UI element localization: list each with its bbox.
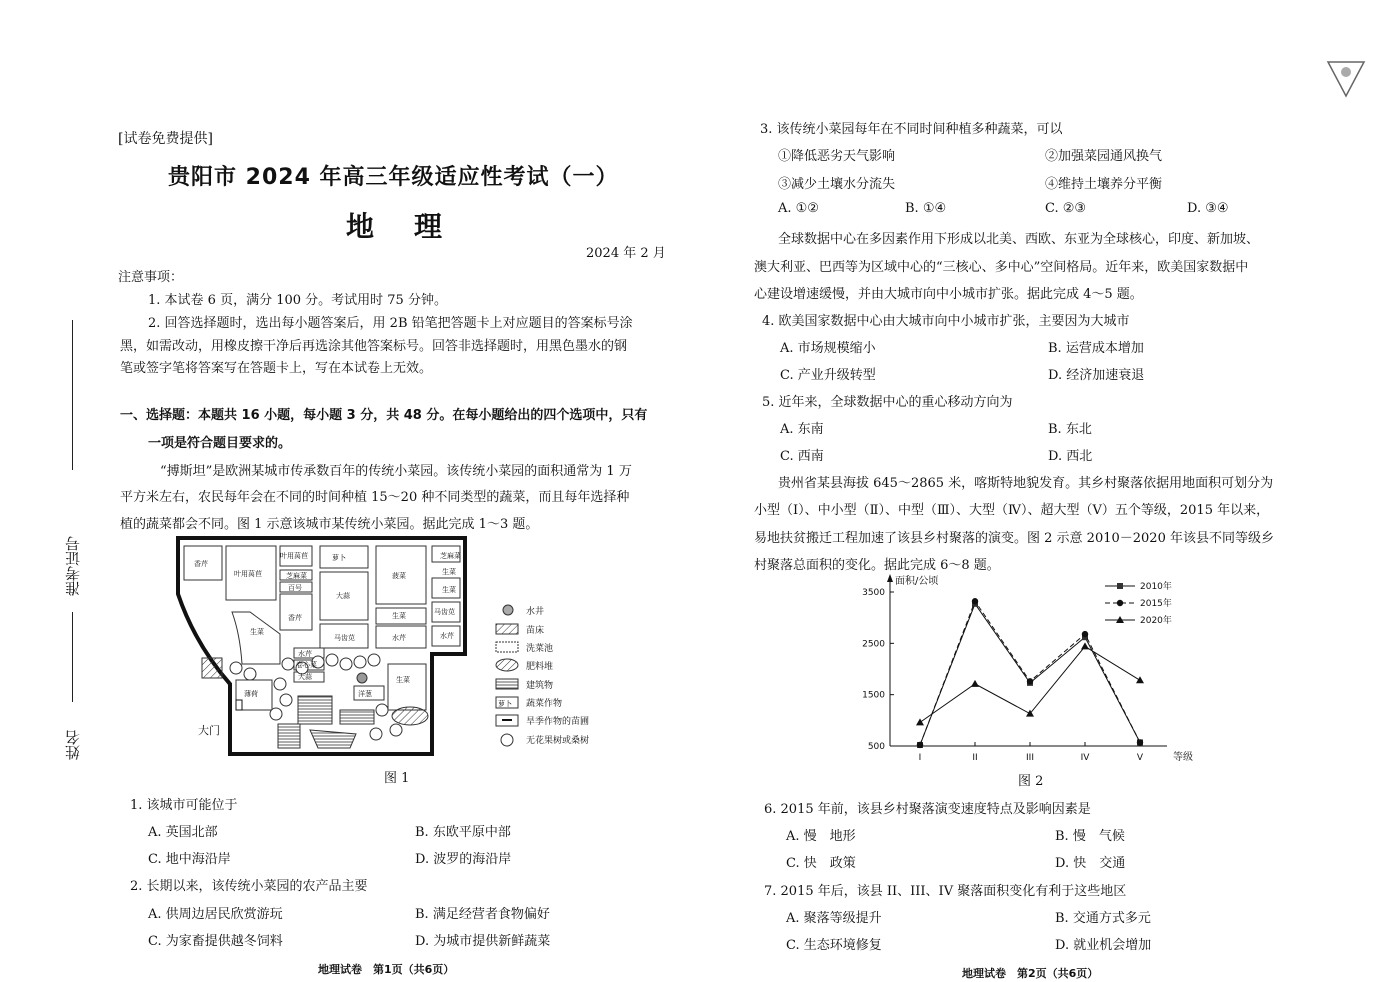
data-point-2020年 <box>1136 676 1144 683</box>
svg-text:薄荷: 薄荷 <box>244 690 258 698</box>
q3-option-c[interactable]: C. ②③ <box>1045 201 1087 216</box>
q1-option-d[interactable]: D. 波罗的海沿岸 <box>415 852 512 867</box>
passage2-line1: 全球数据中心在多因素作用下形成以北美、西欧、东亚为全球核心，印度、新加坡、 <box>778 232 1260 247</box>
x-tick-label: III <box>1026 753 1034 763</box>
side-name-label: 姓名 <box>64 730 82 760</box>
svg-text:大蒜: 大蒜 <box>336 592 350 600</box>
passage3-line2: 小型（Ⅰ）、中小型（Ⅱ）、中型（Ⅲ）、大型（Ⅳ）、超大型（Ⅴ）五个等级，2015 年以来， <box>754 503 1270 518</box>
q6-option-c[interactable]: C. 快 政策 <box>786 856 856 871</box>
q7-option-c[interactable]: C. 生态环境修复 <box>786 938 882 953</box>
svg-text:大蒜: 大蒜 <box>298 673 312 681</box>
passage3-line4: 村聚落总面积的变化。据此完成 6～8 题。 <box>754 558 1000 573</box>
legend-marker-2015年 <box>1117 600 1123 606</box>
svg-text:菠菜: 菠菜 <box>392 572 406 580</box>
svg-text:生菜: 生菜 <box>442 586 456 594</box>
question-2: 2. 长期以来，该传统小菜园的农产品主要 <box>130 879 368 894</box>
q5-option-a[interactable]: A. 东南 <box>780 422 824 437</box>
data-point-2015年 <box>1027 678 1033 684</box>
svg-text:建筑物: 建筑物 <box>526 681 554 691</box>
q7-option-d[interactable]: D. 就业机会增加 <box>1055 938 1152 953</box>
q7-option-b[interactable]: B. 交通方式多元 <box>1055 911 1151 926</box>
x-tick-label: II <box>972 753 978 763</box>
svg-text:无花果树或桑树: 无花果树或桑树 <box>526 736 590 746</box>
q6-option-d[interactable]: D. 快 交通 <box>1055 856 1126 871</box>
fig2-caption: 图 2 <box>1018 774 1044 789</box>
legend-label-2010年: 2010年 <box>1140 582 1172 592</box>
svg-text:洗菜池: 洗菜池 <box>526 644 554 654</box>
svg-text:洋葱: 洋葱 <box>358 690 372 698</box>
q3-option-b[interactable]: B. ①④ <box>905 201 947 216</box>
legend-marker-2010年 <box>1117 583 1123 589</box>
legend-label-2020年: 2020年 <box>1140 616 1172 626</box>
settlement-area-chart <box>855 572 1215 772</box>
svg-text:香芹: 香芹 <box>194 560 208 568</box>
chart-y-axis-arrow <box>887 574 893 582</box>
q3-item-3: ③减少土壤水分流失 <box>778 177 896 192</box>
q4-option-c[interactable]: C. 产业升级转型 <box>780 368 876 383</box>
q1-option-b[interactable]: B. 东欧平原中部 <box>415 825 511 840</box>
svg-text:芝麻菜: 芝麻菜 <box>286 572 307 580</box>
q5-option-c[interactable]: C. 西南 <box>780 449 824 464</box>
q6-option-b[interactable]: B. 慢 气候 <box>1055 829 1125 844</box>
section-heading-line1: 一、选择题：本题共 16 小题，每小题 3 分，共 48 分。在每小题给出的四个选项中，只有 <box>120 408 648 423</box>
q6-option-a[interactable]: A. 慢 地形 <box>786 829 856 844</box>
binding-line-mid <box>72 612 73 702</box>
question-6: 6. 2015 年前，该县乡村聚落演变速度特点及影响因素是 <box>764 802 1091 817</box>
svg-text:香芹: 香芹 <box>288 614 302 622</box>
note-2-line3: 笔或签字笔将答案写在答题卡上，写在本试卷上无效。 <box>120 361 433 376</box>
y-tick-label: 500 <box>867 742 885 752</box>
chart-x-label: 等级 <box>1173 752 1193 763</box>
q1-option-c[interactable]: C. 地中海沿岸 <box>148 852 231 867</box>
data-point-2015年 <box>972 598 978 604</box>
series-line-2015年 <box>920 601 1140 745</box>
svg-text:水井: 水井 <box>526 607 545 617</box>
x-tick-label: V <box>1136 753 1144 763</box>
corner-stamp <box>1326 58 1366 98</box>
q2-option-d[interactable]: D. 为城市提供新鲜蔬菜 <box>415 934 551 949</box>
q4-option-b[interactable]: B. 运营成本增加 <box>1048 341 1144 356</box>
svg-text:肥料堆: 肥料堆 <box>526 662 554 672</box>
note-2-line1: 2. 回答选择题时，选出每小题答案后，用 2B 铅笔把答题卡上对应题目的答案标号涂 <box>148 316 633 331</box>
q7-option-a[interactable]: A. 聚落等级提升 <box>786 911 882 926</box>
chart-y-label: 面积/公顷 <box>895 576 939 587</box>
passage3-line3: 易地扶贫搬迁工程加速了该县乡村聚落的演变。图 2 示意 2010－2020 年该县不同等级乡 <box>754 531 1274 546</box>
svg-text:叶用莴苣: 叶用莴苣 <box>234 570 262 578</box>
q2-option-b[interactable]: B. 满足经营者食物偏好 <box>415 907 550 922</box>
section-heading-line2: 一项是符合题目要求的。 <box>148 436 292 451</box>
q5-option-b[interactable]: B. 东北 <box>1048 422 1092 437</box>
q2-option-a[interactable]: A. 供周边居民欣赏游玩 <box>148 907 283 922</box>
y-tick-label: 3500 <box>862 588 885 598</box>
svg-text:萝卜: 萝卜 <box>332 554 346 562</box>
q1-option-a[interactable]: A. 英国北部 <box>148 825 218 840</box>
x-tick-label: IV <box>1080 753 1090 763</box>
q3-item-4: ④维持土壤养分平衡 <box>1045 177 1163 192</box>
q4-option-a[interactable]: A. 市场规模缩小 <box>780 341 876 356</box>
question-5: 5. 近年来，全球数据中心的重心移动方向为 <box>762 395 1013 410</box>
garden-map-figure <box>170 534 630 760</box>
passage1-line3: 植的蔬菜都会不同。图 1 示意该城市某传统小菜园。据此完成 1～3 题。 <box>120 517 539 532</box>
svg-text:生菜: 生菜 <box>396 676 410 684</box>
note-1: 1. 本试卷 6 页，满分 100 分。考试用时 75 分钟。 <box>148 293 447 308</box>
q3-item-1: ①降低恶劣天气影响 <box>778 149 896 164</box>
q2-option-c[interactable]: C. 为家畜提供越冬饲料 <box>148 934 283 949</box>
fig1-gate-label: 大门 <box>198 724 220 737</box>
svg-text:芝麻菜: 芝麻菜 <box>440 552 461 560</box>
data-point-2015年 <box>917 742 923 748</box>
svg-text:水芹: 水芹 <box>440 632 454 640</box>
svg-text:百号: 百号 <box>288 584 302 592</box>
subject-title: 地 理 <box>346 210 449 243</box>
svg-text:苗床: 苗床 <box>526 626 545 636</box>
y-tick-label: 2500 <box>862 639 885 650</box>
binding-line-top <box>72 320 73 470</box>
right-footer: 地理试卷 第2页（共6页） <box>962 967 1099 980</box>
side-exam-id-label: 准考证号 <box>64 536 82 596</box>
series-line-2010年 <box>920 604 1140 745</box>
q5-option-d[interactable]: D. 西北 <box>1048 449 1093 464</box>
svg-text:生菜: 生菜 <box>442 568 456 576</box>
svg-text:马齿苋: 马齿苋 <box>434 608 455 616</box>
passage3-line1: 贵州省某县海拔 645～2865 米，喀斯特地貌发育。其乡村聚落依据用地面积可划分为 <box>778 476 1274 491</box>
q3-item-2: ②加强菜园通风换气 <box>1045 149 1163 164</box>
svg-text:生菜: 生菜 <box>392 612 406 620</box>
svg-text:叶用莴苣: 叶用莴苣 <box>280 552 308 560</box>
legend-label-2015年: 2015年 <box>1140 599 1172 609</box>
svg-text:水芹: 水芹 <box>298 650 312 658</box>
data-point-2015年 <box>1082 631 1088 637</box>
svg-text:卷心菜: 卷心菜 <box>296 661 317 669</box>
q4-option-d[interactable]: D. 经济加速衰退 <box>1048 368 1145 383</box>
svg-text:萝卜: 萝卜 <box>498 700 512 708</box>
svg-text:马齿苋: 马齿苋 <box>334 634 355 642</box>
question-3: 3. 该传统小菜园每年在不同时间种植多种蔬菜，可以 <box>760 122 1063 137</box>
passage1-line2: 平方米左右，农民每年会在不同的时间种植 15～20 种不同类型的蔬菜，而且每年选择种 <box>120 490 630 505</box>
svg-text:生菜: 生菜 <box>250 628 264 636</box>
q3-option-d[interactable]: D. ③④ <box>1187 201 1229 216</box>
left-footer: 地理试卷 第1页（共6页） <box>318 963 455 976</box>
passage2-line3: 心建设增速缓慢，并由大城市向中小城市扩张。据此完成 4～5 题。 <box>754 287 1143 302</box>
question-7: 7. 2015 年后，该县 II、III、IV 聚落面积变化有利于这些地区 <box>764 884 1127 899</box>
x-tick-label: I <box>918 753 922 763</box>
question-4: 4. 欧美国家数据中心由大城市向中小城市扩张，主要因为大城市 <box>762 314 1130 329</box>
free-tag: [试卷免费提供] <box>118 131 213 147</box>
question-1: 1. 该城市可能位于 <box>130 798 238 813</box>
exam-title: 贵阳市 2024 年高三年级适应性考试（一） <box>168 165 619 190</box>
notes-heading: 注意事项： <box>118 270 184 285</box>
passage2-line2: 澳大利亚、巴西等为区域中心的“三核心、多中心”空间格局。近年来，欧美国家数据中 <box>754 260 1249 275</box>
data-point-2020年 <box>971 680 979 687</box>
y-tick-label: 1500 <box>862 690 885 701</box>
note-2-line2: 黑，如需改动，用橡皮擦干净后再选涂其他答案标号。回答非选择题时，用黑色墨水的钢 <box>120 339 628 354</box>
exam-date: 2024 年 2 月 <box>586 246 666 261</box>
data-point-2015年 <box>1137 739 1143 745</box>
svg-text:旱季作物的苗圃: 旱季作物的苗圃 <box>526 717 590 727</box>
data-point-2020年 <box>916 718 924 725</box>
q3-option-a[interactable]: A. ①② <box>778 201 819 216</box>
svg-text:水芹: 水芹 <box>392 634 406 642</box>
svg-text:蔬菜作物: 蔬菜作物 <box>526 699 563 709</box>
passage1-line1: “搏斯坦”是欧洲某城市传承数百年的传统小菜园。该传统小菜园的面积通常为 1 万 <box>160 464 632 479</box>
fig1-caption: 图 1 <box>384 771 410 786</box>
